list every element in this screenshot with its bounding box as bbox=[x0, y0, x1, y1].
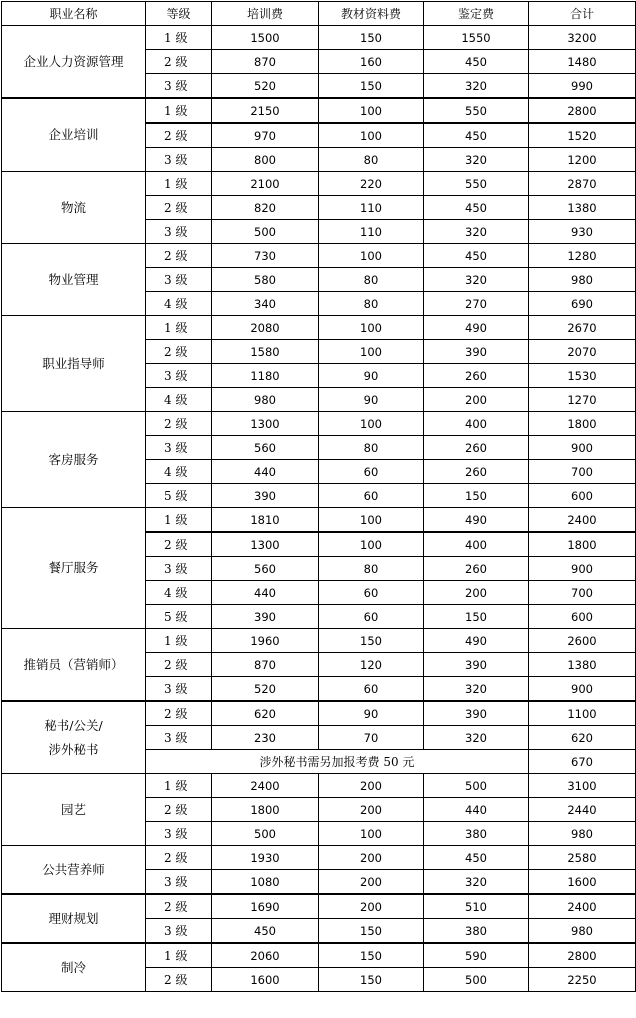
training-fee-cell: 1300 bbox=[212, 412, 319, 436]
total-cell: 2440 bbox=[529, 798, 636, 822]
training-fee-cell: 580 bbox=[212, 268, 319, 292]
materials-fee-cell: 100 bbox=[319, 508, 424, 533]
training-fee-cell: 390 bbox=[212, 484, 319, 508]
total-cell: 2070 bbox=[529, 340, 636, 364]
training-fee-cell: 1180 bbox=[212, 364, 319, 388]
training-fee-cell: 2060 bbox=[212, 943, 319, 968]
materials-fee-cell: 80 bbox=[319, 436, 424, 460]
level-cell: 1 级 bbox=[146, 316, 212, 340]
total-cell: 900 bbox=[529, 436, 636, 460]
materials-fee-cell: 80 bbox=[319, 268, 424, 292]
occupation-name: 制冷 bbox=[2, 943, 146, 992]
appraisal-fee-cell: 260 bbox=[424, 557, 529, 581]
materials-fee-cell: 100 bbox=[319, 316, 424, 340]
total-cell: 1280 bbox=[529, 244, 636, 268]
fee-table bbox=[1, 1, 636, 992]
materials-fee-cell: 100 bbox=[319, 412, 424, 436]
level-cell: 5 级 bbox=[146, 605, 212, 629]
materials-fee-cell: 220 bbox=[319, 172, 424, 196]
total-cell: 980 bbox=[529, 919, 636, 944]
header-level: 等级 bbox=[146, 2, 212, 26]
level-cell: 1 级 bbox=[146, 774, 212, 798]
table-row bbox=[2, 629, 636, 653]
training-fee-cell: 520 bbox=[212, 677, 319, 702]
level-cell: 3 级 bbox=[146, 220, 212, 244]
training-fee-cell: 1600 bbox=[212, 968, 319, 992]
level-cell: 2 级 bbox=[146, 846, 212, 870]
training-fee-cell: 2150 bbox=[212, 98, 319, 123]
training-fee-cell: 970 bbox=[212, 123, 319, 148]
materials-fee-cell: 60 bbox=[319, 484, 424, 508]
training-fee-cell: 560 bbox=[212, 436, 319, 460]
table-row bbox=[2, 774, 636, 798]
level-cell: 2 级 bbox=[146, 798, 212, 822]
occupation-name: 公共营养师 bbox=[2, 846, 146, 895]
training-fee-cell: 870 bbox=[212, 50, 319, 74]
total-cell: 900 bbox=[529, 677, 636, 702]
level-cell: 1 级 bbox=[146, 98, 212, 123]
training-fee-cell: 500 bbox=[212, 220, 319, 244]
appraisal-fee-cell: 450 bbox=[424, 196, 529, 220]
training-fee-cell: 800 bbox=[212, 148, 319, 172]
training-fee-cell: 980 bbox=[212, 388, 319, 412]
level-cell: 1 级 bbox=[146, 508, 212, 533]
materials-fee-cell: 200 bbox=[319, 798, 424, 822]
total-cell: 600 bbox=[529, 484, 636, 508]
total-cell: 2870 bbox=[529, 172, 636, 196]
materials-fee-cell: 90 bbox=[319, 701, 424, 726]
total-cell: 1520 bbox=[529, 123, 636, 148]
training-fee-cell: 1580 bbox=[212, 340, 319, 364]
header-materials-fee: 教材资料费 bbox=[319, 2, 424, 26]
appraisal-fee-cell: 550 bbox=[424, 172, 529, 196]
training-fee-cell: 340 bbox=[212, 292, 319, 316]
table-row bbox=[2, 172, 636, 196]
table-row bbox=[2, 846, 636, 870]
appraisal-fee-cell: 260 bbox=[424, 436, 529, 460]
materials-fee-cell: 60 bbox=[319, 605, 424, 629]
level-cell: 1 级 bbox=[146, 629, 212, 653]
appraisal-fee-cell: 500 bbox=[424, 774, 529, 798]
header-row bbox=[2, 2, 636, 26]
appraisal-fee-cell: 260 bbox=[424, 460, 529, 484]
table-row bbox=[2, 894, 636, 919]
materials-fee-cell: 150 bbox=[319, 943, 424, 968]
appraisal-fee-cell: 320 bbox=[424, 74, 529, 99]
materials-fee-cell: 120 bbox=[319, 653, 424, 677]
training-fee-cell: 730 bbox=[212, 244, 319, 268]
level-cell: 4 级 bbox=[146, 388, 212, 412]
level-cell: 5 级 bbox=[146, 484, 212, 508]
level-cell: 3 级 bbox=[146, 822, 212, 846]
table-row bbox=[2, 701, 636, 726]
appraisal-fee-cell: 400 bbox=[424, 412, 529, 436]
materials-fee-cell: 60 bbox=[319, 460, 424, 484]
training-fee-cell: 2080 bbox=[212, 316, 319, 340]
table-row bbox=[2, 508, 636, 533]
total-cell: 2800 bbox=[529, 943, 636, 968]
materials-fee-cell: 200 bbox=[319, 894, 424, 919]
materials-fee-cell: 150 bbox=[319, 629, 424, 653]
level-cell: 2 级 bbox=[146, 412, 212, 436]
appraisal-fee-cell: 150 bbox=[424, 605, 529, 629]
training-fee-cell: 820 bbox=[212, 196, 319, 220]
materials-fee-cell: 150 bbox=[319, 968, 424, 992]
appraisal-fee-cell: 500 bbox=[424, 968, 529, 992]
occupation-name: 园艺 bbox=[2, 774, 146, 846]
level-cell: 3 级 bbox=[146, 870, 212, 895]
appraisal-fee-cell: 590 bbox=[424, 943, 529, 968]
level-cell: 2 级 bbox=[146, 532, 212, 557]
header-total: 合计 bbox=[529, 2, 636, 26]
appraisal-fee-cell: 320 bbox=[424, 148, 529, 172]
occupation-name: 秘书/公关/ 涉外秘书 bbox=[2, 701, 146, 774]
appraisal-fee-cell: 490 bbox=[424, 508, 529, 533]
materials-fee-cell: 80 bbox=[319, 148, 424, 172]
materials-fee-cell: 200 bbox=[319, 870, 424, 895]
materials-fee-cell: 100 bbox=[319, 244, 424, 268]
occupation-name: 企业培训 bbox=[2, 98, 146, 172]
level-cell: 2 级 bbox=[146, 244, 212, 268]
training-fee-cell: 440 bbox=[212, 581, 319, 605]
total-cell: 990 bbox=[529, 74, 636, 99]
materials-fee-cell: 100 bbox=[319, 123, 424, 148]
appraisal-fee-cell: 320 bbox=[424, 870, 529, 895]
training-fee-cell: 390 bbox=[212, 605, 319, 629]
total-cell: 930 bbox=[529, 220, 636, 244]
header-occupation: 职业名称 bbox=[2, 2, 146, 26]
appraisal-fee-cell: 510 bbox=[424, 894, 529, 919]
total-cell: 1270 bbox=[529, 388, 636, 412]
materials-fee-cell: 160 bbox=[319, 50, 424, 74]
training-fee-cell: 520 bbox=[212, 74, 319, 99]
appraisal-fee-cell: 200 bbox=[424, 388, 529, 412]
training-fee-cell: 870 bbox=[212, 653, 319, 677]
appraisal-fee-cell: 1550 bbox=[424, 26, 529, 50]
materials-fee-cell: 80 bbox=[319, 292, 424, 316]
occupation-name: 物业管理 bbox=[2, 244, 146, 316]
total-cell: 3200 bbox=[529, 26, 636, 50]
total-cell: 900 bbox=[529, 557, 636, 581]
level-cell: 2 级 bbox=[146, 894, 212, 919]
level-cell: 4 级 bbox=[146, 460, 212, 484]
appraisal-fee-cell: 400 bbox=[424, 532, 529, 557]
training-fee-cell: 1690 bbox=[212, 894, 319, 919]
level-cell: 3 级 bbox=[146, 148, 212, 172]
level-cell: 4 级 bbox=[146, 581, 212, 605]
total-cell: 980 bbox=[529, 822, 636, 846]
appraisal-fee-cell: 450 bbox=[424, 244, 529, 268]
occupation-name: 职业指导师 bbox=[2, 316, 146, 412]
occupation-name: 物流 bbox=[2, 172, 146, 244]
materials-fee-cell: 100 bbox=[319, 532, 424, 557]
table-row bbox=[2, 316, 636, 340]
training-fee-cell: 1810 bbox=[212, 508, 319, 533]
total-cell: 2250 bbox=[529, 968, 636, 992]
level-cell: 2 级 bbox=[146, 50, 212, 74]
materials-fee-cell: 150 bbox=[319, 26, 424, 50]
appraisal-fee-cell: 390 bbox=[424, 340, 529, 364]
total-cell: 670 bbox=[529, 750, 636, 774]
total-cell: 2400 bbox=[529, 508, 636, 533]
total-cell: 690 bbox=[529, 292, 636, 316]
occupation-name: 企业人力资源管理 bbox=[2, 26, 146, 99]
appraisal-fee-cell: 450 bbox=[424, 846, 529, 870]
appraisal-fee-cell: 380 bbox=[424, 919, 529, 944]
level-cell: 4 级 bbox=[146, 292, 212, 316]
appraisal-fee-cell: 270 bbox=[424, 292, 529, 316]
total-cell: 2580 bbox=[529, 846, 636, 870]
table-row bbox=[2, 412, 636, 436]
training-fee-cell: 2100 bbox=[212, 172, 319, 196]
occupation-name: 客房服务 bbox=[2, 412, 146, 508]
materials-fee-cell: 60 bbox=[319, 677, 424, 702]
level-cell: 3 级 bbox=[146, 436, 212, 460]
total-cell: 1530 bbox=[529, 364, 636, 388]
level-cell: 1 级 bbox=[146, 26, 212, 50]
total-cell: 2600 bbox=[529, 629, 636, 653]
training-fee-cell: 1300 bbox=[212, 532, 319, 557]
table-body bbox=[2, 26, 636, 992]
level-cell: 3 级 bbox=[146, 677, 212, 702]
total-cell: 1800 bbox=[529, 412, 636, 436]
table-row bbox=[2, 26, 636, 50]
appraisal-fee-cell: 490 bbox=[424, 629, 529, 653]
header-appraisal-fee: 鉴定费 bbox=[424, 2, 529, 26]
table-row bbox=[2, 244, 636, 268]
materials-fee-cell: 100 bbox=[319, 340, 424, 364]
materials-fee-cell: 150 bbox=[319, 74, 424, 99]
total-cell: 700 bbox=[529, 460, 636, 484]
occupation-name: 理财规划 bbox=[2, 894, 146, 943]
training-fee-cell: 1080 bbox=[212, 870, 319, 895]
total-cell: 980 bbox=[529, 268, 636, 292]
level-cell: 3 级 bbox=[146, 74, 212, 99]
appraisal-fee-cell: 260 bbox=[424, 364, 529, 388]
materials-fee-cell: 90 bbox=[319, 364, 424, 388]
appraisal-fee-cell: 490 bbox=[424, 316, 529, 340]
training-fee-cell: 560 bbox=[212, 557, 319, 581]
total-cell: 2670 bbox=[529, 316, 636, 340]
training-fee-cell: 500 bbox=[212, 822, 319, 846]
training-fee-cell: 2400 bbox=[212, 774, 319, 798]
appraisal-fee-cell: 320 bbox=[424, 726, 529, 750]
level-cell: 2 级 bbox=[146, 653, 212, 677]
training-fee-cell: 1800 bbox=[212, 798, 319, 822]
total-cell: 2400 bbox=[529, 894, 636, 919]
occupation-name: 餐厅服务 bbox=[2, 508, 146, 629]
level-cell: 2 级 bbox=[146, 340, 212, 364]
header-training-fee: 培训费 bbox=[212, 2, 319, 26]
training-fee-cell: 230 bbox=[212, 726, 319, 750]
fee-note: 涉外秘书需另加报考费 50 元 bbox=[146, 750, 529, 774]
occupation-name: 推销员（营销师） bbox=[2, 629, 146, 702]
appraisal-fee-cell: 440 bbox=[424, 798, 529, 822]
materials-fee-cell: 90 bbox=[319, 388, 424, 412]
appraisal-fee-cell: 200 bbox=[424, 581, 529, 605]
materials-fee-cell: 110 bbox=[319, 220, 424, 244]
table-row bbox=[2, 943, 636, 968]
materials-fee-cell: 70 bbox=[319, 726, 424, 750]
materials-fee-cell: 100 bbox=[319, 822, 424, 846]
training-fee-cell: 1500 bbox=[212, 26, 319, 50]
level-cell: 1 级 bbox=[146, 943, 212, 968]
training-fee-cell: 450 bbox=[212, 919, 319, 944]
appraisal-fee-cell: 150 bbox=[424, 484, 529, 508]
appraisal-fee-cell: 390 bbox=[424, 653, 529, 677]
level-cell: 3 级 bbox=[146, 557, 212, 581]
materials-fee-cell: 200 bbox=[319, 846, 424, 870]
appraisal-fee-cell: 380 bbox=[424, 822, 529, 846]
total-cell: 1380 bbox=[529, 196, 636, 220]
total-cell: 1800 bbox=[529, 532, 636, 557]
materials-fee-cell: 110 bbox=[319, 196, 424, 220]
total-cell: 1100 bbox=[529, 701, 636, 726]
appraisal-fee-cell: 450 bbox=[424, 123, 529, 148]
total-cell: 1600 bbox=[529, 870, 636, 895]
materials-fee-cell: 80 bbox=[319, 557, 424, 581]
total-cell: 600 bbox=[529, 605, 636, 629]
total-cell: 620 bbox=[529, 726, 636, 750]
level-cell: 2 级 bbox=[146, 701, 212, 726]
level-cell: 3 级 bbox=[146, 364, 212, 388]
appraisal-fee-cell: 320 bbox=[424, 220, 529, 244]
appraisal-fee-cell: 390 bbox=[424, 701, 529, 726]
total-cell: 700 bbox=[529, 581, 636, 605]
materials-fee-cell: 150 bbox=[319, 919, 424, 944]
appraisal-fee-cell: 320 bbox=[424, 677, 529, 702]
level-cell: 3 级 bbox=[146, 919, 212, 944]
table-row bbox=[2, 98, 636, 123]
appraisal-fee-cell: 320 bbox=[424, 268, 529, 292]
total-cell: 1480 bbox=[529, 50, 636, 74]
appraisal-fee-cell: 550 bbox=[424, 98, 529, 123]
appraisal-fee-cell: 450 bbox=[424, 50, 529, 74]
training-fee-cell: 1960 bbox=[212, 629, 319, 653]
total-cell: 3100 bbox=[529, 774, 636, 798]
training-fee-cell: 1930 bbox=[212, 846, 319, 870]
training-fee-cell: 440 bbox=[212, 460, 319, 484]
materials-fee-cell: 60 bbox=[319, 581, 424, 605]
level-cell: 2 级 bbox=[146, 123, 212, 148]
materials-fee-cell: 100 bbox=[319, 98, 424, 123]
level-cell: 2 级 bbox=[146, 196, 212, 220]
level-cell: 2 级 bbox=[146, 968, 212, 992]
materials-fee-cell: 200 bbox=[319, 774, 424, 798]
total-cell: 1200 bbox=[529, 148, 636, 172]
level-cell: 3 级 bbox=[146, 726, 212, 750]
total-cell: 2800 bbox=[529, 98, 636, 123]
level-cell: 3 级 bbox=[146, 268, 212, 292]
total-cell: 1380 bbox=[529, 653, 636, 677]
level-cell: 1 级 bbox=[146, 172, 212, 196]
training-fee-cell: 620 bbox=[212, 701, 319, 726]
